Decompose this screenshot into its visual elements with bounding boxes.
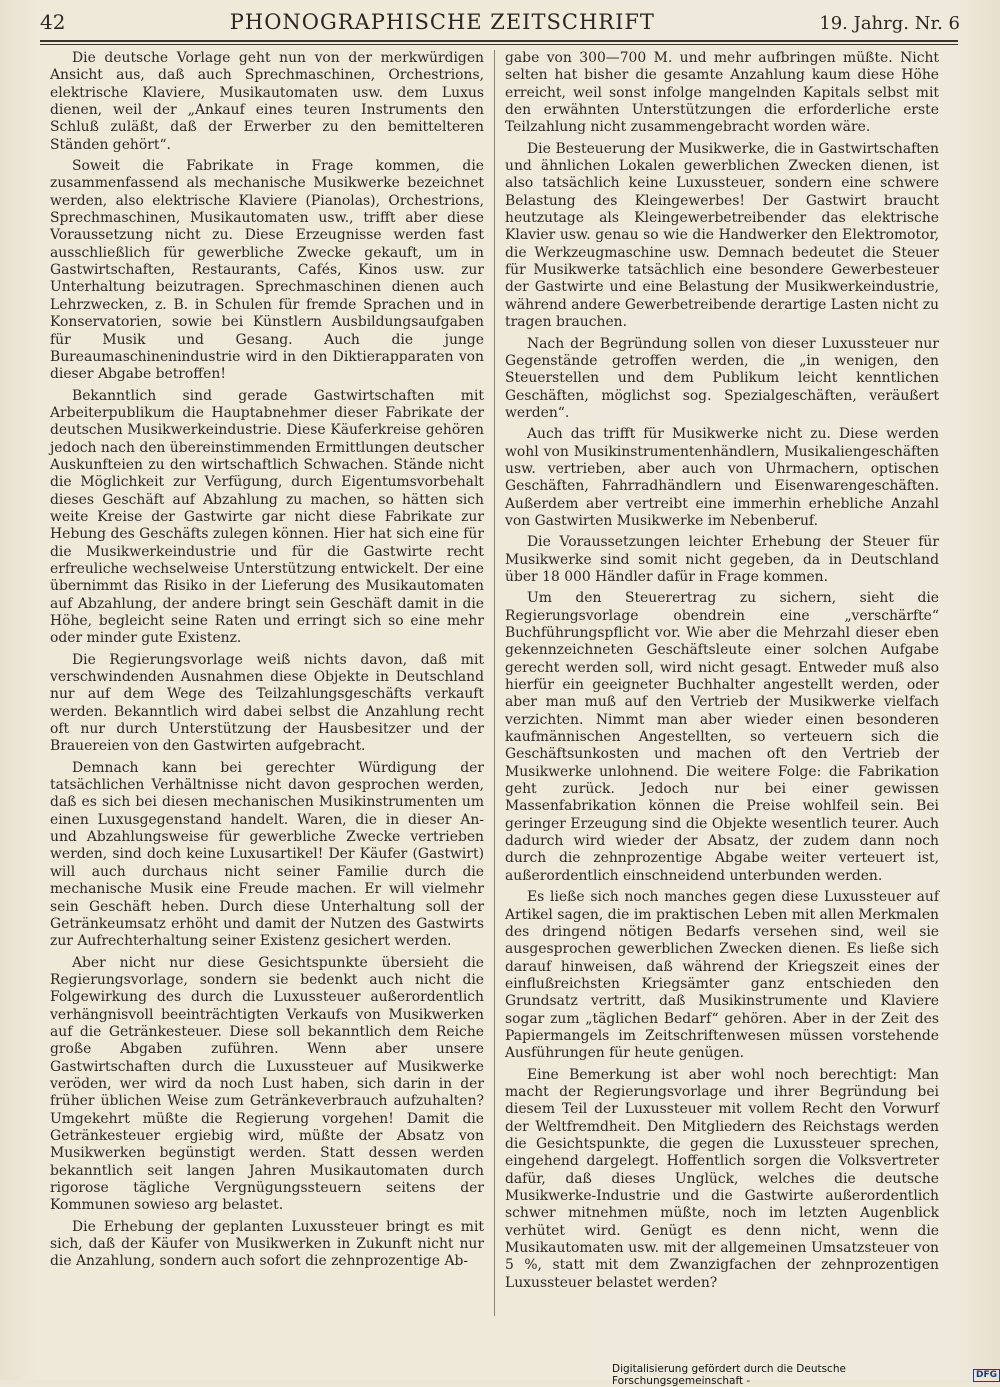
footer-text: Digitalisierung gefördert durch die Deutsche Forschungsgemeinschaft -	[612, 1363, 846, 1387]
paragraph: Nach der Begründung sollen von dieser Luxussteuer nur Gegenstände getroffen werden, die „in wenigen, den Steuerstellen und dem Publikum leicht kenntlichen Geschäften, möglichst sog. Spezialgeschäften, veräußert werden“.	[505, 335, 939, 421]
column-divider	[494, 50, 495, 1316]
paragraph: Soweit die Fabrikate in Frage kommen, die zusammenfassend als mechanische Musikwerke bezeichnet werden, also elektrische Klaviere (Pianolas), Orchestrions, Sprechmaschinen, Musikautomaten usw., trifft aber diese Voraussetzung nicht zu. Diese Erzeugnisse werden fast ausschließlich für gewerbliche Zwecke gekauft, um in Gastwirtschaften, Restaurants, Cafés, Kinos usw. zur Unterhaltung beizutragen. Sprechmaschinen dienen auch Lehrzwecken, z. B. in Schulen für fremde Sprachen und in Konservatorien, sowie bei Künstlern Ausbildungsaufgaben für Musik und Gesang. Auch die junge Bureaumaschinenindustrie wird in den Diktierapparaten von dieser Abgabe betroffen!	[50, 158, 484, 383]
paragraph: gabe von 300—700 M. und mehr aufbringen müßte. Nicht selten hat bisher die gesamte Anzahlung kaum diese Höhe erreicht, weil sonst infolge mangelnden Kapitals selbst mit den erwähnten Unterstützungen die erforderliche erste Teilzahlung nicht zusammengebracht worden wäre.	[505, 50, 939, 136]
paragraph: Es ließe sich noch manches gegen diese Luxussteuer auf Artikel sagen, die im praktischen Leben mit allen Merkmalen des dringend nötigen Bedarfs versehen sind, weil sie ausgesprochen gewerblichen Zwecken dienen. Es ließe sich darauf hinweisen, daß während der Kriegszeit eines der einflußreichsten Kriegsämter ganz entschieden den Grundsatz vertritt, daß Musikinstrumente und Klaviere sogar zum „täglichen Bedarf“ gehören. Aber in der Zeit des Papiermangels im Zeitschriftenwesen müssen vorstehende Ausführungen für heute genügen.	[505, 889, 939, 1062]
paragraph: Um den Steuerertrag zu sichern, sieht die Regierungsvorlage obendrein eine „verschärfte“ Buchführungspflicht vor. Wie aber die Mehrzahl dieser eben gekennzeichneten Geschäftsleute einer solchen Aufgabe gerecht werden soll, wird nicht gesagt. Entweder muß also hierfür ein geeigneter Buchhalter angestellt werden, oder aber man muß auf den Vertrieb der Musikwerke vielfach verzichten. Nimmt man aber wieder einen besonderen kaufmännischen Angestellten, so verteuern sich die Geschäftsunkosten und machen oft den Vertrieb der Musikwerke unlohnend. Die weitere Folge: die Fabrikation geht zurück. Jedoch nur bei einer gewissen Massenfabrikation können die Preise wohlfeil sein. Bei geringer Erzeugung sind die Objekte wesentlich teurer. Auch dadurch wird wieder der Absatz, der zudem dann noch durch die zehnprozentige Abgabe weiter verteuert ist, außerordentlich einschneidend unterbunden werden.	[505, 590, 939, 884]
paragraph: Die Besteuerung der Musikwerke, die in Gastwirtschaften und ähnlichen Lokalen gewerblichen Zwecken dienen, ist also tatsächlich keine Luxussteuer, sondern eine schwere Belastung des Kleingewerbes! Der Gastwirt braucht heutzutage als Kleingewerbetreibender das elektrische Klavier usw. genau so wie die Handwerker den Elektromotor, die Werkzeugmaschine usw. Demnach bedeutet die Steuer für Musikwerke tatsächlich eine besondere Gewerbesteuer der Gastwirte und eine Belastung der Musikwerkeindustrie, während andere Gewerbetreibende derartige Lasten nicht zu tragen brauchen.	[505, 140, 939, 331]
paragraph: Demnach kann bei gerechter Würdigung der tatsächlichen Verhältnisse nicht davon gesprochen werden, daß es sich bei diesen mechanischen Musikinstrumenten um einen Luxusgegenstand handelt. Waren, die in dieser An- und Abzahlungsweise für gewerbliche Zwecke vertrieben werden, sind doch keine Luxusartikel! Der Käufer (Gastwirt) will auch durchaus nicht seiner Familie durch die mechanische Musik eine Freude machen. Er will vielmehr sein Geschäft heben. Durch diese Unterhaltung soll der Getränkeumsatz erhöht und damit der Nutzen des Gastwirts zur Aufrechterhaltung seiner Existenz gesichert werden.	[50, 759, 484, 950]
paragraph: Eine Bemerkung ist aber wohl noch berechtigt: Man macht der Regierungsvorlage und ihrer Begründung bei diesem Teil der Luxussteuer mit vollem Recht den Vorwurf der Weltfremdheit. Den Mitgliedern des Reichstags werden die Gesichtspunkte, die gegen die Luxussteuer sprechen, eingehend dargelegt. Hoffentlich sorgen die Volksvertreter dafür, daß dieses Unglück, welches die deutsche Musikwerke-Industrie und die Gastwirte außerordentlich schwer mitnehmen müßte, noch im letzten Augenblick verhütet wird. Genügt es denn nicht, wenn die Musikautomaten usw. mit der allgemeinen Umsatzsteuer von 5 %, statt mit dem Zwanzigfachen der zehnprozentigen Luxussteuer belastet werden?	[505, 1066, 939, 1291]
paragraph: Auch das trifft für Musikwerke nicht zu. Diese werden wohl von Musikinstrumentenhändlern, Musikaliengeschäften usw. vertrieben, aber auch von Uhrmachern, optischen Geschäften, Fahrradhändlern und Eisenwarengeschäften. Außerdem aber vertreibt eine immerhin erhebliche Anzahl von Gastwirten Musikwerke im Nebenberuf.	[505, 426, 939, 529]
paragraph: Die Erhebung der geplanten Luxussteuer bringt es mit sich, daß der Käufer von Musikwerken in Zukunft nicht nur die Anzahlung, sondern auch sofort die zehnprozentige Ab-	[50, 1218, 484, 1270]
left-column	[50, 50, 484, 1275]
paragraph: Bekanntlich sind gerade Gastwirtschaften mit Arbeiterpublikum die Hauptabnehmer dieser Fabrikate der deutschen Musikwerkeindustrie. Diese Käuferkreise gehören jedoch nach den übereinstimmenden Ermittlungen deutscher Auskunfteien zu den wirtschaftlich Schwachen. Stände nicht die Möglichkeit zur Verfügung, durch Eigentumsvorbehalt dieses Geschäft auf Abzahlung zu machen, so hätten sich weite Kreise der Gastwirte gar nicht diese Fabrikate zur Hebung des Geschäfts zulegen können. Hier hat sich eine für die Musikwerkeindustrie und für die Gastwirte recht erfreuliche wechselweise Unterstützung entwickelt. Der eine übernimmt das Risiko in der Lieferung des Musikautomaten auf Abzahlung, der andere bringt sein Geschäft damit in die Höhe, begleicht seine Raten und erringt sich so eine mehr oder minder gute Existenz.	[50, 387, 484, 647]
dfg-logo: DFG	[973, 1369, 1000, 1382]
digitization-footer	[612, 1363, 1000, 1387]
header-rule-thin	[40, 44, 958, 45]
page-number: 42	[40, 10, 66, 34]
right-column	[505, 50, 939, 1296]
issue-label: 19. Jahrg. Nr. 6	[819, 13, 960, 34]
paragraph: Aber nicht nur diese Gesichtspunkte übersieht die Regierungsvorlage, sondern sie bedenkt auch nicht die Folgewirkung des durch die Luxussteuer außerordentlich verhängnisvoll beeinträchtigten Verkaufs von Musikwerken auf die Getränkesteuer. Diese soll bekanntlich dem Reiche große Abgaben zuführen. Wenn aber unsere Gastwirtschaften durch die Luxussteuer auf Musikwerke veröden, wer wird da noch Lust haben, sich darin in der früher üblichen Weise zum Getränkeverbrauch aufzuhalten? Umgekehrt müßte die Regierung vorgehen! Damit die Getränkesteuer ergiebig wird, müßte der Absatz von Musikwerken begünstigt werden. Statt dessen werden bekanntlich seit langen Jahren Musikautomaten durch rigorose tägliche Vergnügungssteuern seitens der Kommunen sowieso arg belastet.	[50, 954, 484, 1214]
header-rule	[40, 40, 958, 42]
journal-title: PHONOGRAPHISCHE ZEITSCHRIFT	[229, 10, 655, 34]
paragraph: Die Regierungsvorlage weiß nichts davon, daß mit verschwindenden Ausnahmen diese Objekte in Deutschland nur auf dem Wege des Teilzahlungsgeschäfts verkauft werden. Bekanntlich wird dabei selbst die Anzahlung recht oft nur durch Unterstützung der Hausbesitzer und der Brauereien von den Gastwirten aufgebracht.	[50, 651, 484, 755]
paragraph: Die Voraussetzungen leichter Erhebung der Steuer für Musikwerke sind somit nicht gegeben, da in Deutschland über 18 000 Händler dafür in Frage kommen.	[505, 534, 939, 585]
page-header	[40, 10, 960, 38]
paragraph: Die deutsche Vorlage geht nun von der merkwürdigen Ansicht aus, daß auch Sprechmaschinen, Orchestrions, elektrische Klaviere, Musikautomaten usw. dem Luxus dienen, weil der „Ankauf eines teuren Instruments den Schluß zuläßt, daß der Erwerber zu den bemittelteren Ständen gehört“.	[50, 50, 484, 153]
